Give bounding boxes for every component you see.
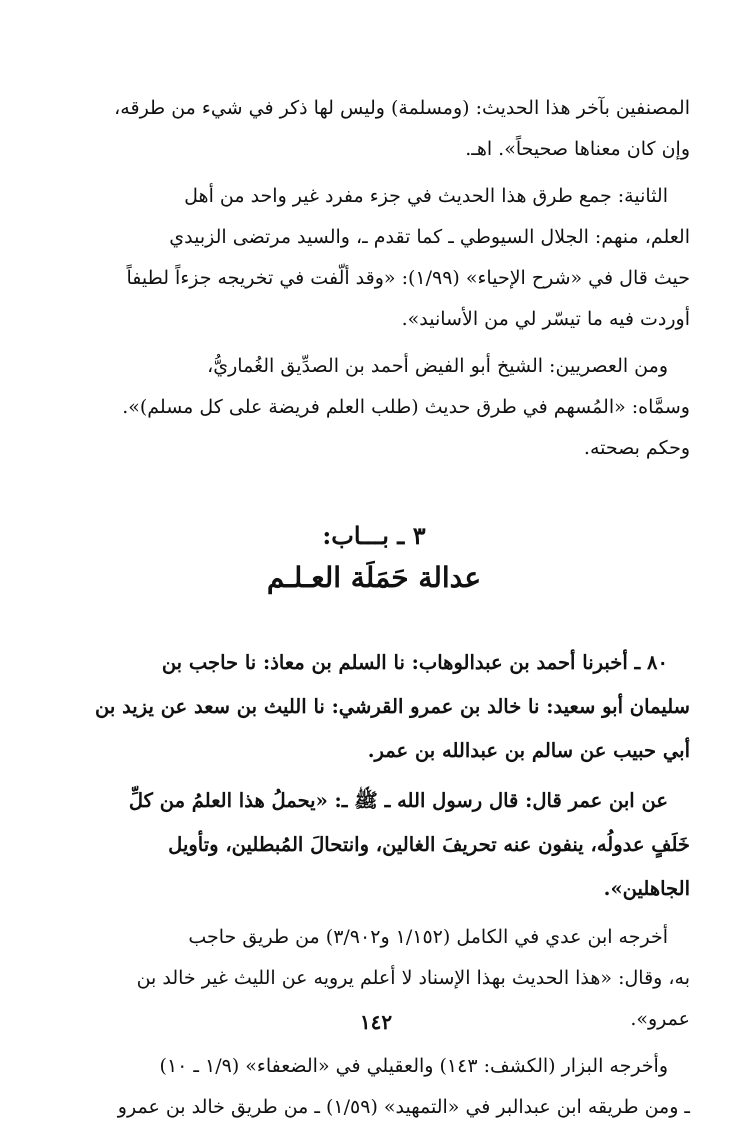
chapter-title: عدالة حَمَلَة العـلـم	[266, 561, 482, 594]
text-line: المصنفين بآخر هذا الحديث: (ومسلمة) وليس لها ذكر في شيء من طرقه،	[114, 97, 690, 119]
hadith-isnad	[58, 641, 690, 773]
text-line: وأخرجه البزار (الكشف: ١٤٣) والعقيلي في «الضعفاء» (١/٩ ـ ١٠)	[159, 1055, 668, 1077]
text-line: عن ابن عمر قال: قال رسول الله ـ ﷺ ـ: «يحملُ هذا العلمُ من كلِّ	[128, 789, 668, 812]
text-line: سليمان أبو سعيد: نا خالد بن عمرو القرشي: نا الليث بن سعد عن يزيد بن	[95, 695, 690, 718]
text-line: به، وقال: «هذا الحديث بهذا الإسناد لا أعلم يرويه عن الليث غير خالد بن	[136, 967, 690, 989]
text-line: وإن كان معناها صحيحاً». اهـ.	[465, 138, 690, 160]
text-line: أخرجه ابن عدي في الكامل (١/١٥٢ و٣/٩٠٢) من طريق حاجب	[188, 926, 668, 948]
text-line: حيث قال في «شرح الإحياء» (١/٩٩): «وقد ألّفت في تخريجه جزءاً لطيفاً	[126, 267, 690, 289]
text-line: ومن العصريين: الشيخ أبو الفيض أحمد بن الصدِّيق الغُماريُّ،	[207, 355, 668, 377]
paragraph-second-point	[58, 176, 690, 340]
text-line: ٨٠ ـ أخبرنا أحمد بن عبدالوهاب: نا السلم بن معاذ: نا حاجب بن	[161, 651, 668, 674]
text-line: الثانية: جمع طرق هذا الحديث في جزء مفرد غير واحد من أهل	[184, 185, 668, 207]
text-line: أوردت فيه ما تيسّر لي من الأسانيد».	[401, 308, 690, 330]
chapter-number: ٣ ـ بـــاب:	[322, 521, 426, 550]
hadith-matn	[58, 779, 690, 911]
text-line: عمرو».	[630, 1008, 690, 1030]
text-line: العلم، منهم: الجلال السيوطي ـ كما تقدم ـ، والسيد مرتضى الزبيدي	[169, 226, 690, 248]
text-line: وسمَّاه: «المُسهم في طرق حديث (طلب العلم فريضة على كل مسلم)».	[122, 396, 690, 418]
text-line: خَلَفٍ عدولُه، ينفون عنه تحريفَ الغالين، وانتحالَ المُبطلين، وتأويل	[168, 833, 690, 856]
paragraph-continuation	[58, 88, 690, 170]
page-number: ١٤٢	[359, 1010, 393, 1034]
paragraph-contemporaries	[58, 346, 690, 469]
text-line: ـ ومن طريقه ابن عبدالبر في «التمهيد» (١/٥٩) ـ من طريق خالد بن عمرو	[117, 1096, 690, 1118]
text-line: أبي حبيب عن سالم بن عبدالله بن عمر.	[367, 739, 690, 762]
text-line: وحكم بصحته.	[583, 437, 690, 459]
takhrij-bazzar	[58, 1046, 690, 1128]
text-line: الجاهلين».	[603, 877, 690, 900]
